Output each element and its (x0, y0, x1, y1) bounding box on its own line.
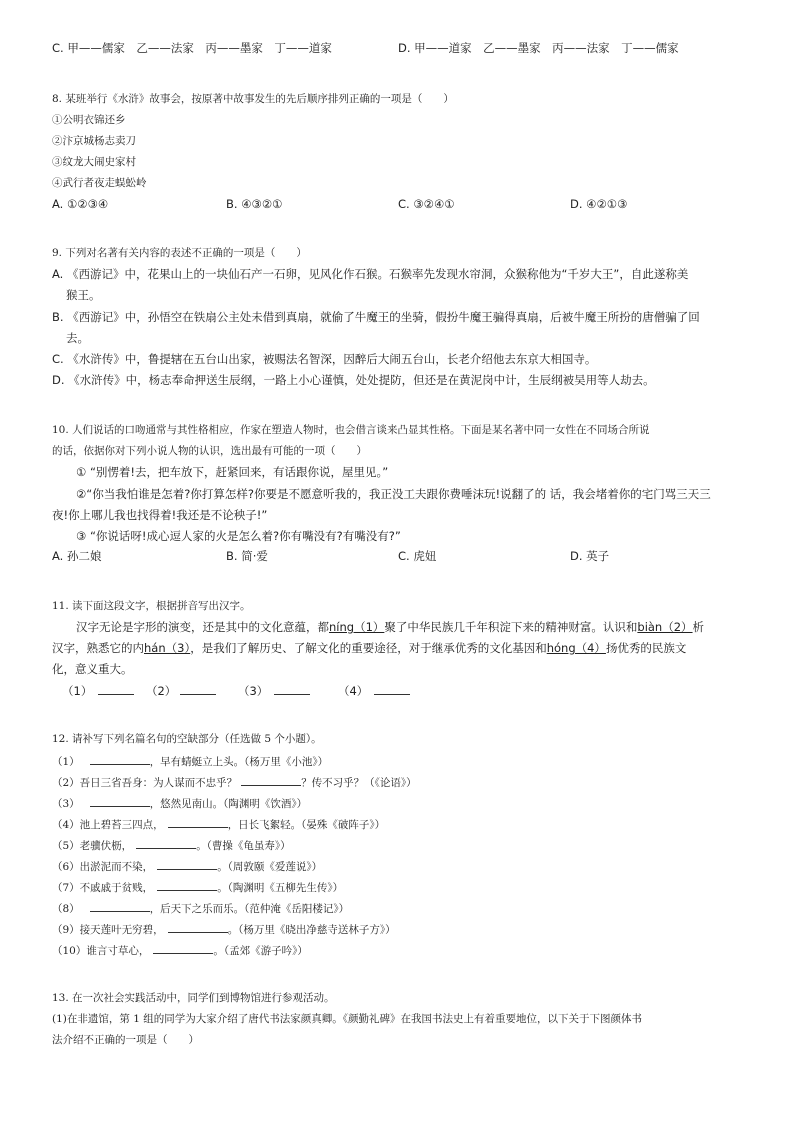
q11-answer-label-1: （1） (62, 684, 93, 698)
q12-item-2 (52, 773, 417, 791)
q11-answer-blank-1[interactable] (98, 682, 134, 695)
q12-item-text: （5）老骥伏枥， (52, 840, 133, 852)
q13-part1-line1: (1)在非遗馆，第 1 组的同学为大家介绍了唐代书法家颜真卿。《颜勤礼碑》在我国书法史上有着重要地位，以下关于下图颜体书 (52, 1013, 642, 1025)
q11-pinyin-blank-1[interactable]: níng（1） (329, 620, 385, 634)
q13-stem: 13. 在一次社会实践活动中，同学们到博物馆进行参观活动。 (52, 992, 335, 1004)
q10-option-b: B. 简·爱 (226, 549, 268, 563)
q9-option-b-line2: 去。 (66, 331, 89, 345)
q12-item-8 (52, 899, 349, 917)
q9-option-c: C. 《水浒传》中，鲁提辖在五台山出家，被赐法名智深，因醉后大闹五台山，长老介绍他去东京大相国寺。 (52, 352, 597, 366)
q8-option-a: A. ①②③④ (52, 197, 109, 211)
q10-option-d: D. 英子 (570, 549, 610, 563)
q12-blank-5[interactable] (136, 836, 196, 849)
q11-para-line1 (76, 619, 704, 635)
q12-item-text: （4）池上碧苔三四点， (52, 819, 164, 831)
q9-option-d: D. 《水浒传》中，杨志奉命押送生辰纲，一路上小心谨慎，处处提防，但还是在黄泥岗中计，生辰纲被吴用等人劫去。 (52, 373, 655, 387)
q12-item-text: （7）不戚戚于贫贱， (52, 882, 154, 894)
q11-pinyin-blank-4[interactable]: hóng（4） (546, 641, 606, 655)
q11-pinyin-blank-3[interactable]: hán（3） (144, 641, 191, 655)
q12-blank-6[interactable] (157, 857, 217, 870)
q12-item-4 (52, 815, 385, 833)
q10-sentence-2-line2: 夜!你上哪儿我也找得着!我还是不论秧子!” (52, 508, 268, 522)
q10-sentence-2-line1: ②“你当我怕谁是怎着?你打算怎样?你要是不愿意听我的，我正没工夫跟你费唾沫玩!说翻了的 话，我会堵着你的宅门骂三天三 (76, 487, 711, 501)
q12-blank-2[interactable] (241, 773, 301, 786)
q12-item-text: ，早有蜻蜓立上头。（杨万里《小池》） (149, 756, 329, 768)
q12-blank-4[interactable] (168, 815, 228, 828)
q12-item-text: （9）接天莲叶无穷碧， (52, 924, 164, 936)
q11-text: 汉字，熟悉它的内 (52, 641, 144, 655)
q12-item-text: （1） (52, 756, 80, 768)
q8-item-3: ③纹龙大闹史家村 (52, 156, 136, 168)
q10-option-a: A. 孙二娘 (52, 549, 102, 563)
q11-answer-label-2: （2） (145, 684, 177, 698)
q12-item-10 (52, 941, 308, 959)
q12-item-text: ？传不习乎？（《论语》） (301, 777, 417, 789)
q12-item-6 (52, 857, 322, 875)
q12-item-1 (52, 752, 328, 770)
q11-answer-blank-4[interactable] (374, 682, 410, 695)
q11-stem: 11. 读下面这段文字，根据拼音写出汉字。 (52, 600, 251, 612)
q12-item-3 (52, 794, 307, 812)
q12-blank-1[interactable] (90, 752, 150, 765)
q9-option-a-line2: 猴王。 (66, 288, 101, 302)
q12-blank-3[interactable] (90, 794, 150, 807)
q11-answer-label-4: （4） (337, 684, 369, 698)
q12-item-5 (52, 836, 291, 854)
q8-item-1: ①公明衣锦还乡 (52, 114, 126, 126)
q11-text: ，是我们了解历史、了解文化的重要途径，对于继承优秀的文化基因和 (190, 641, 547, 655)
q11-text: 汉字无论是字形的演变，还是其中的文化意蕴，都 (76, 620, 329, 634)
q8-option-c: C. ③②④① (398, 197, 455, 211)
q11-answer-blank-3[interactable] (274, 682, 310, 695)
q12-item-text: 。（周敦颐《爱莲说》） (217, 861, 323, 873)
q12-blank-10[interactable] (153, 941, 213, 954)
q11-para-line2 (52, 640, 686, 656)
q12-item-text: 。（杨万里《晓出净慈寺送林子方》） (227, 924, 396, 936)
q8-option-d: D. ④②①③ (570, 197, 628, 211)
q12-blank-8[interactable] (90, 899, 150, 912)
q12-item-text: （8） (52, 903, 80, 915)
q12-blank-7[interactable] (157, 878, 217, 891)
q11-pinyin-blank-2[interactable]: biàn（2） (637, 620, 693, 634)
q12-item-text: （10）谁言寸草心， (52, 945, 150, 957)
q10-sentence-3: ③ “你说话呀!成心逗人家的火是怎么着?你有嘴没有?有嘴没有?” (76, 529, 401, 543)
q12-item-text: 。（孟郊《游子吟》） (213, 945, 308, 957)
q9-option-a-line1: A. 《西游记》中，花果山上的一块仙石产一石卵，见风化作石猴。石猴率先发现水帘洞，众猴称他为“千岁大王”，自此遂称美 (52, 267, 689, 281)
q8-option-b: B. ④③②① (226, 197, 283, 211)
q11-text: 扬优秀的民族文 (605, 641, 687, 655)
q9-option-b-line1: B. 《西游记》中，孙悟空在铁扇公主处未借到真扇，就偷了牛魔王的坐骑，假扮牛魔王骗得真扇，后被牛魔王所扮的唐僧骗了回 (52, 310, 700, 324)
q10-option-c: C. 虎妞 (398, 549, 437, 563)
q12-item-text: （6）出淤泥而不染， (52, 861, 154, 873)
q8-item-4: ④武行者夜走蜈蚣岭 (52, 177, 147, 189)
q12-stem: 12. 请补写下列名篇名句的空缺部分（任选做 5 个小题）。 (52, 733, 322, 745)
q12-item-9 (52, 920, 396, 938)
q10-stem-line2: 的话，依据你对下列小说人物的认识，选出最有可能的一项（ ） (52, 445, 367, 457)
q12-item-text: ，日长飞絮轻。（晏殊《破阵子》） (227, 819, 386, 831)
q11-answer-row (62, 682, 410, 699)
q12-blank-9[interactable] (168, 920, 228, 933)
q12-item-text: 。（曹操《龟虽寿》） (196, 840, 291, 852)
q12-item-text: 。（陶渊明《五柳先生传》） (217, 882, 344, 894)
q7-option-d: D. 甲——道家 乙——墨家 丙——法家 丁——儒家 (398, 41, 679, 55)
q12-item-text: （2）吾日三省吾身：为人谋而不忠乎？ (52, 777, 238, 789)
q11-answer-blank-2[interactable] (180, 682, 216, 695)
q7-option-c: C. 甲——儒家 乙——法家 丙——墨家 丁——道家 (52, 41, 332, 55)
q12-item-text: ，悠然见南山。（陶渊明《饮酒》） (149, 798, 308, 810)
q11-answer-label-3: （3） (237, 684, 269, 698)
q11-para-line3: 化，意义重大。 (52, 662, 133, 676)
q11-text: 聚了中华民族几千年积淀下来的精神财富。认识和 (384, 620, 638, 634)
q11-text: 析 (692, 620, 705, 634)
q10-stem-line1: 10. 人们说话的口吻通常与其性格相应，作家在塑造人物时，也会借言谈来凸显其性格。下面是某名著中同一女性在不同场合所说 (52, 424, 650, 436)
q9-stem: 9. 下列对名著有关内容的表述不正确的一项是（ ） (52, 247, 307, 259)
q10-sentence-1: ① “别愣着!去，把车放下，赶紧回来，有话跟你说，屋里见。” (76, 465, 389, 479)
q12-item-text: （3） (52, 798, 80, 810)
q12-item-7 (52, 878, 343, 896)
q8-stem: 8. 某班举行《水浒》故事会，按原著中故事发生的先后顺序排列正确的一项是（ ） (52, 93, 454, 105)
q8-item-2: ②汴京城杨志卖刀 (52, 135, 136, 147)
q13-part1-line2: 法介绍不正确的一项是（ ） (52, 1034, 199, 1046)
q12-item-text: ，后天下之乐而乐。（范仲淹《岳阳楼记》） (149, 903, 350, 915)
